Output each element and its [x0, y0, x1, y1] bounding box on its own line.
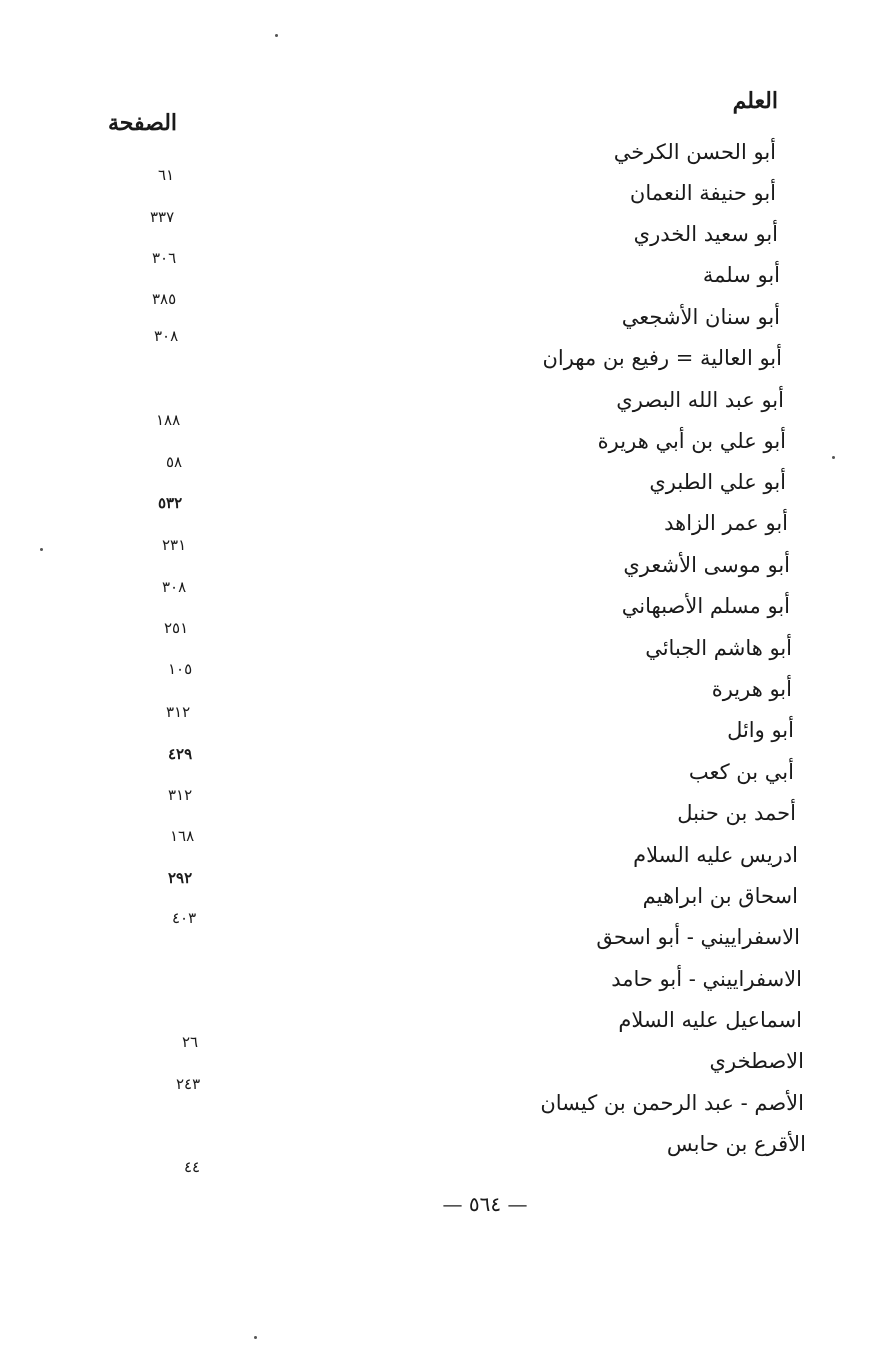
scan-speck: [254, 1336, 257, 1339]
index-name: أبو سلمة: [702, 263, 780, 287]
index-name: أبو هريرة: [711, 677, 792, 701]
index-name: اسحاق بن ابراهيم: [642, 884, 798, 908]
page-number: ٤٢٩: [168, 745, 193, 763]
index-name: أبو وائل: [727, 718, 794, 742]
index-name: أبو علي الطبري: [649, 470, 786, 494]
page-number: ٢٥١: [164, 619, 189, 637]
index-name: أبو مسلم الأصبهاني: [621, 594, 790, 618]
scan-speck: [40, 548, 43, 551]
index-name: أبو سعيد الخدري: [633, 222, 778, 246]
page-number: ٥٣٢: [158, 494, 183, 512]
page-number: ٣٠٨: [154, 327, 179, 345]
index-name: الاسفراييني - أبو اسحق: [596, 925, 800, 949]
page-number: ٤٤: [184, 1158, 201, 1176]
index-name: أبو حنيفة النعمان: [629, 181, 776, 205]
page-number: ٢٦: [182, 1033, 199, 1051]
page-number: ٣٠٨: [162, 578, 187, 596]
page-column-header: الصفحة: [108, 110, 178, 136]
page-number: ١٨٨: [156, 411, 181, 429]
page-number: ٤٠٣: [172, 909, 197, 927]
index-name: ادريس عليه السلام: [633, 843, 798, 867]
index-name: أبو عمر الزاهد: [664, 511, 788, 535]
index-name: أبو عبد الله البصري: [616, 388, 784, 412]
names-column-header: العلم: [732, 88, 778, 114]
index-name: اسماعيل عليه السلام: [618, 1008, 802, 1032]
page-number: ٢٣١: [162, 536, 187, 554]
page-number: ٥٨: [166, 453, 183, 471]
index-name: الاصطخري: [709, 1049, 804, 1073]
index-name: أبو موسى الأشعري: [623, 553, 790, 577]
page-number: ١٠٥: [168, 660, 193, 678]
index-name: أبو الحسن الكرخي: [613, 140, 776, 164]
page-number: ٣٨٥: [152, 290, 177, 308]
index-name: أبو علي بن أبي هريرة: [597, 429, 786, 453]
index-name: الأصم - عبد الرحمن بن كيسان: [540, 1091, 804, 1115]
index-name: الأقرع بن حابس: [666, 1132, 806, 1156]
page-number: ٣٣٧: [150, 208, 175, 226]
page-number: ٣١٢: [166, 703, 191, 721]
page-footer-number: — ٥٦٤ —: [442, 1192, 528, 1216]
index-name: أبو العالية = رفيع بن مهران: [542, 346, 782, 370]
index-name: أبو سنان الأشجعي: [621, 305, 780, 329]
page-number: ٣١٢: [168, 786, 193, 804]
page-number: ٦١: [158, 166, 175, 184]
page-number: ٣٠٦: [152, 249, 177, 267]
scan-speck: [275, 34, 278, 37]
index-name: أبي بن كعب: [688, 760, 794, 784]
scan-speck: [832, 456, 835, 459]
index-name: أحمد بن حنبل: [677, 801, 796, 825]
page-number: ٢٩٢: [168, 869, 193, 887]
index-name: أبو هاشم الجبائي: [645, 636, 792, 660]
page-number: ١٦٨: [170, 827, 195, 845]
page-number: ٢٤٣: [176, 1075, 201, 1093]
index-name: الاسفراييني - أبو حامد: [611, 967, 802, 991]
